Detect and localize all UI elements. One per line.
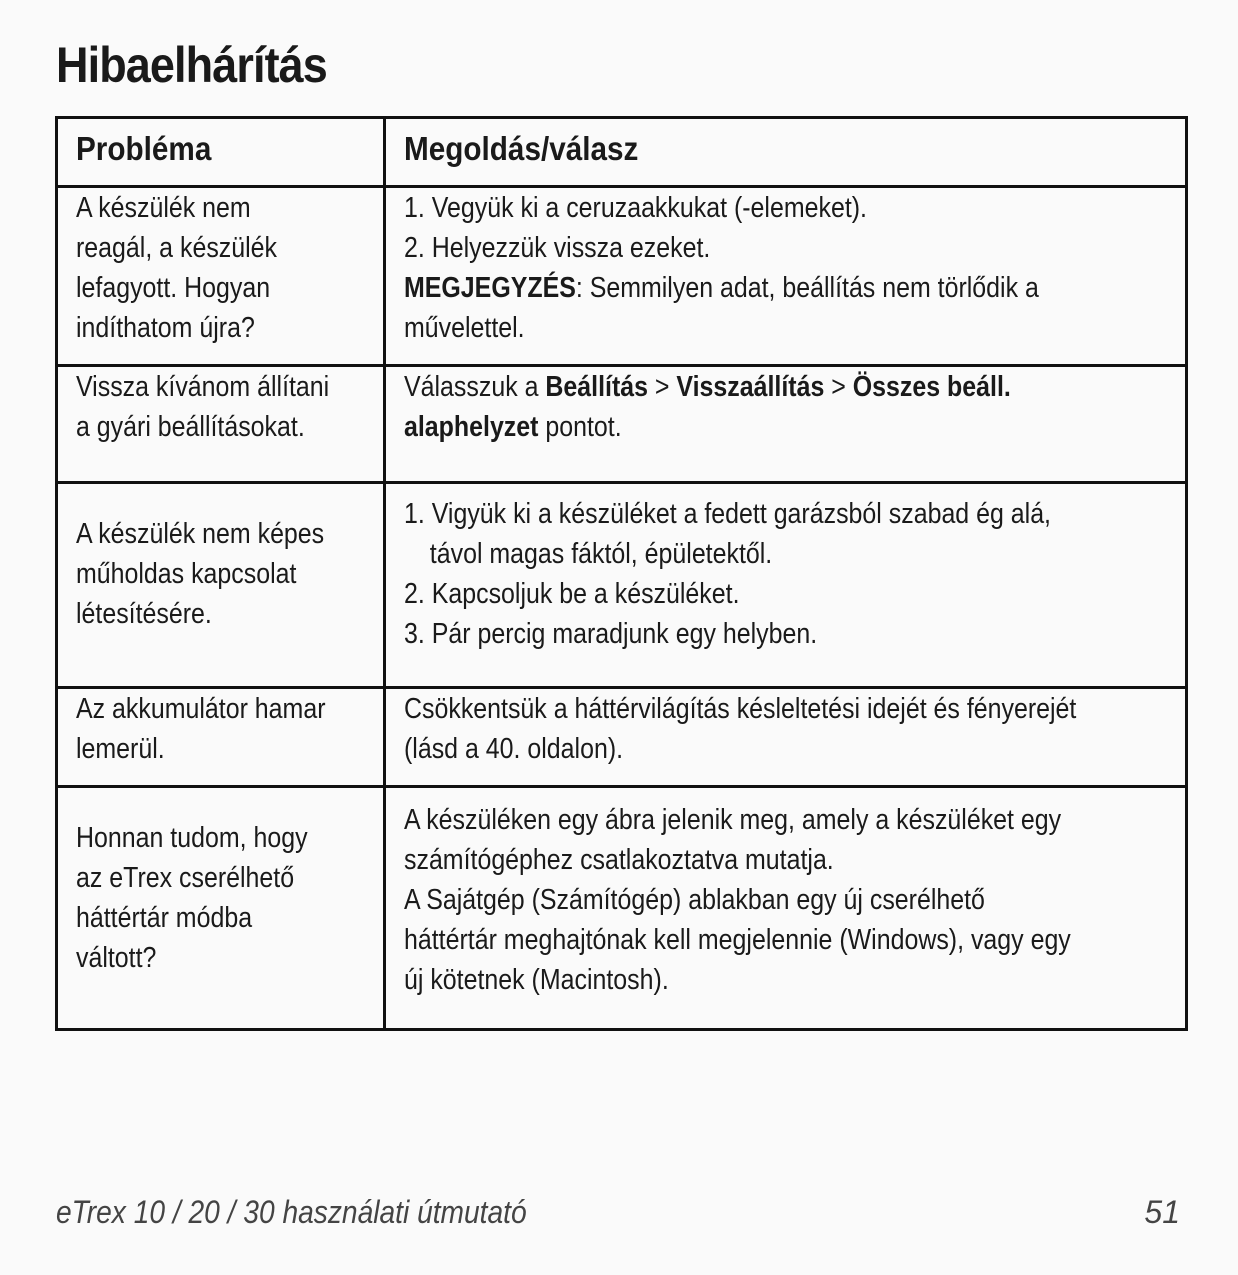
problem-cell: Az akkumulátor hamar lemerül.: [57, 688, 385, 787]
table-row: [57, 787, 1187, 1030]
menu-path-item: Visszaállítás: [676, 371, 825, 403]
problem-cell: A készülék nem reagál, a készülék lefagyott. Hogyan indíthatom újra?: [57, 187, 385, 366]
table-row: [57, 483, 1187, 688]
header-solution: Megoldás/válasz: [385, 118, 1187, 187]
table-header-row: [57, 118, 1187, 187]
menu-path-item: alaphelyzet: [404, 411, 539, 443]
header-problem: Probléma: [57, 118, 385, 187]
solution-cell: 1. Vegyük ki a ceruzaakkukat (-elemeket). 2. Helyezzük vissza ezeket. MEGJEGYZÉS: Semmilyen adat, beállítás nem törlődik a művelettel.: [385, 187, 1187, 366]
footer-manual-title: eTrex 10 / 20 / 30 használati útmutató: [56, 1194, 527, 1230]
solution-cell: Csökkentsük a háttérvilágítás késleltetési idejét és fényerejét (lásd a 40. oldalon).: [385, 688, 1187, 787]
table-row: [57, 688, 1187, 787]
table-row: [57, 187, 1187, 366]
menu-path-item: Beállítás: [545, 371, 648, 403]
problem-cell: A készülék nem képes műholdas kapcsolat létesítésére.: [57, 483, 385, 688]
solution-cell: 1. Vigyük ki a készüléket a fedett garázsból szabad ég alá, távol magas fáktól, épületektől. 2. Kapcsoljuk be a készüléket. 3. Pár percig maradjunk egy helyben.: [385, 483, 1187, 688]
troubleshooting-table: [55, 116, 1188, 1031]
footer-page-number: 51: [1144, 1194, 1180, 1230]
page-title: Hibaelhárítás: [56, 37, 327, 93]
solution-cell: A készüléken egy ábra jelenik meg, amely a készüléket egy számítógéphez csatlakoztatva mutatja. A Sajátgép (Számítógép) ablakban egy új cserélhető háttértár meghajtónak kell megjelennie (Windows), vagy egy új kötetnek (Macintosh).: [385, 787, 1187, 1030]
problem-cell: Vissza kívánom állítani a gyári beállításokat.: [57, 366, 385, 483]
note-label: MEGJEGYZÉS: [404, 272, 576, 304]
table-row: [57, 366, 1187, 483]
menu-path-item: Összes beáll.: [852, 371, 1011, 403]
problem-cell: Honnan tudom, hogy az eTrex cserélhető háttértár módba váltott?: [57, 787, 385, 1030]
solution-cell: Válasszuk a Beállítás > Visszaállítás > Összes beáll. alaphelyzet pontot.: [385, 366, 1187, 483]
